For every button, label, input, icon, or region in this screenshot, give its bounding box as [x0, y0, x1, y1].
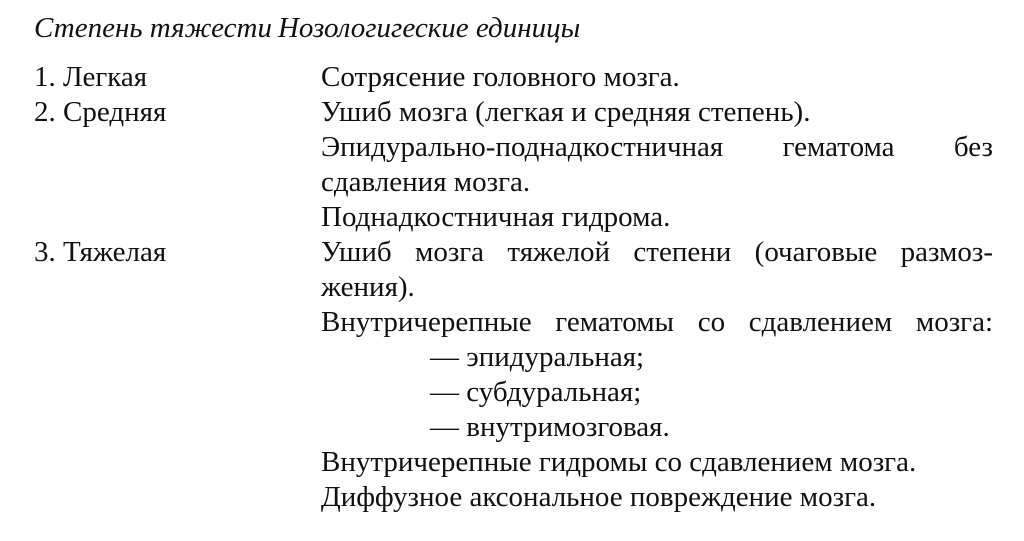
severity-label: 1. Легкая	[34, 61, 148, 93]
nosology-text: Ушиб мозга тяжелой степени (очаговые размоз-	[321, 236, 993, 268]
hematoma-subtype: — субдуральная;	[430, 376, 642, 408]
nosology-text: Внутричерепные гематомы со сдавлением мозга:	[321, 306, 993, 338]
nosology-text: жения).	[321, 271, 415, 303]
nosology-text: Эпидурально-поднадкостничная гематома без	[321, 131, 993, 163]
nosology-text: Сотрясение головного мозга.	[321, 61, 680, 93]
nosology-text: Внутричерепные гидромы со сдавлением мозга.	[321, 446, 917, 478]
hematoma-subtype: — эпидуральная;	[430, 341, 645, 373]
severity-label: 2. Средняя	[34, 96, 167, 128]
nosology-text: сдавления мозга.	[321, 166, 531, 198]
header-severity: Степень тяжести	[34, 12, 272, 44]
hematoma-subtype: — внутримозговая.	[430, 411, 670, 443]
nosology-text: Диффузное аксональное повреждение мозга.	[321, 481, 877, 513]
header-nosological-units: Нозологигеские единицы	[277, 12, 581, 44]
nosology-text: Поднадкостничная гидрома.	[321, 201, 671, 233]
nosology-text: Ушиб мозга (легкая и средняя степень).	[321, 96, 811, 128]
severity-label: 3. Тяжелая	[34, 236, 167, 268]
table-header	[34, 8, 580, 48]
